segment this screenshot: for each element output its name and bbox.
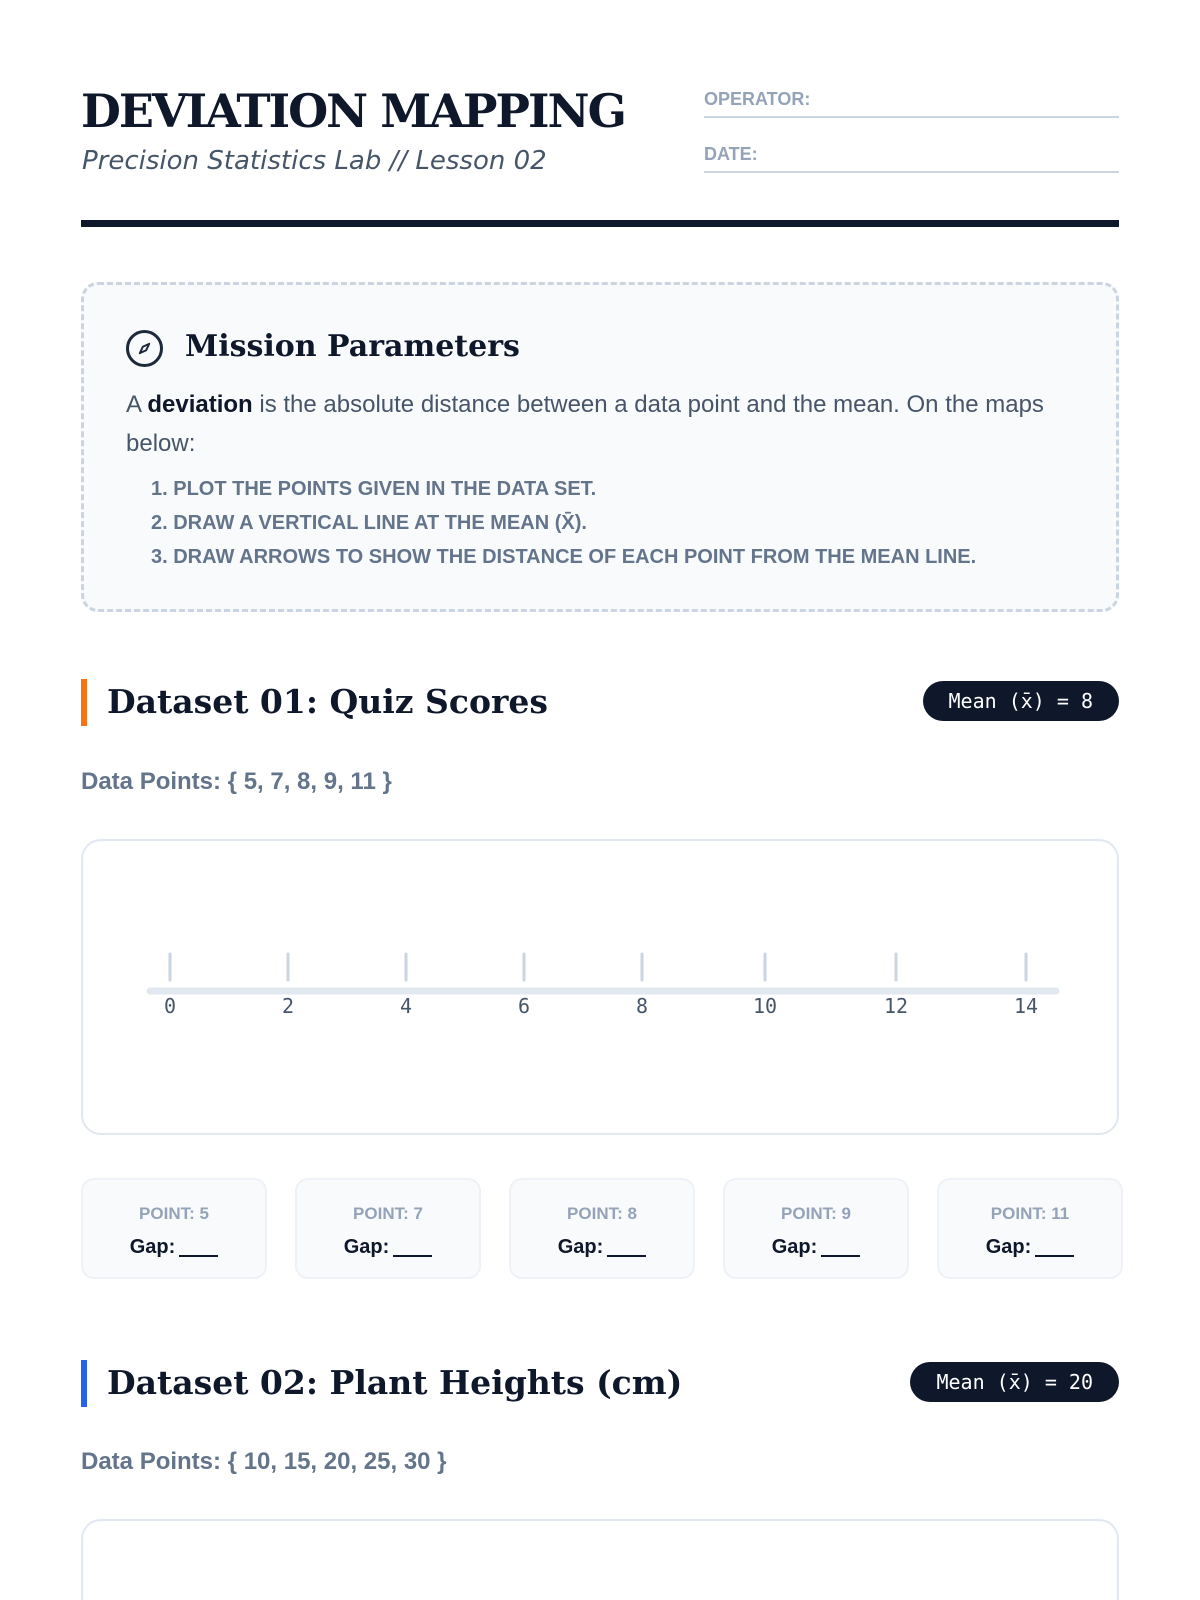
gap-point-label: POINT: 8 [567,1204,637,1223]
mission-intro-suffix: is the absolute distance between a data point and the mean. On the maps below: [126,391,1044,457]
header-divider [81,220,1119,227]
dataset-01-number-line[interactable] [83,841,1123,1135]
date-field[interactable] [704,142,1119,197]
gap-write-blank[interactable] [607,1255,646,1257]
mission-title: Mission Parameters [185,329,520,364]
mission-step: 1. PLOT THE POINTS GIVEN IN THE DATA SET. [151,478,597,500]
gap-label: Gap: [771,1236,818,1258]
dataset-01-mean-badge: Mean (x̄) = 8 [923,681,1120,721]
gap-point-label: POINT: 9 [781,1204,851,1223]
mission-steps-list [151,472,976,574]
dataset-02-data-points: Data Points: { 10, 15, 20, 25, 30 } [81,1448,447,1475]
page-title: DEVIATION MAPPING [81,84,625,138]
gap-card-point-11[interactable] [937,1178,1123,1279]
gap-point-label: POINT: 5 [139,1204,209,1223]
gap-write-blank[interactable] [393,1255,432,1257]
mission-step: 3. DRAW ARROWS TO SHOW THE DISTANCE OF EACH POINT FROM THE MEAN LINE. [151,546,977,568]
axis-tick-label-0: 0 [163,994,177,1018]
axis-tick-label-4: 4 [399,994,413,1018]
date-write-line[interactable] [704,171,1119,173]
axis-tick-label-14: 14 [1013,994,1039,1018]
date-label: DATE: [704,144,758,164]
axis-tick-label-8: 8 [635,994,649,1018]
gap-card-point-9[interactable] [723,1178,909,1279]
mission-description [126,385,1068,463]
dataset-02-number-line-card[interactable] [81,1519,1119,1600]
mission-parameters-panel [81,282,1119,612]
gap-label: Gap: [985,1236,1032,1258]
gap-point-label: POINT: 7 [353,1204,423,1223]
gap-write-blank[interactable] [821,1255,860,1257]
gap-label: Gap: [557,1236,604,1258]
deviation-term: deviation [147,391,253,418]
mission-intro-prefix: A [126,391,148,418]
gap-card-point-7[interactable] [295,1178,481,1279]
dataset-02-mean-badge: Mean (x̄) = 20 [910,1362,1119,1402]
page-subtitle: Precision Statistics Lab // Lesson 02 [82,146,547,176]
mission-step: 2. DRAW A VERTICAL LINE AT THE MEAN (X̄). [151,512,587,534]
operator-write-line[interactable] [704,116,1119,118]
dataset-02-title: Dataset 02: Plant Heights (cm) [107,1363,683,1402]
axis-tick-label-6: 6 [517,994,531,1018]
axis-tick-label-2: 2 [281,994,295,1018]
dataset-01-gap-cards [81,1178,1119,1279]
gap-label: Gap: [343,1236,390,1258]
gap-answer-line[interactable] [725,1234,907,1260]
gap-label: Gap: [129,1236,176,1258]
dataset-01-title: Dataset 01: Quiz Scores [107,682,548,721]
gap-write-blank[interactable] [1035,1255,1074,1257]
dataset-01-number-line-card[interactable] [81,839,1119,1135]
gap-answer-line[interactable] [939,1234,1121,1260]
dataset-01-data-points: Data Points: { 5, 7, 8, 9, 11 } [81,768,392,795]
operator-label: OPERATOR: [704,89,811,109]
axis-tick-label-12: 12 [883,994,909,1018]
dataset-02-accent-bar [81,1360,87,1407]
gap-card-point-8[interactable] [509,1178,695,1279]
worksheet-header [81,76,1119,226]
gap-answer-line[interactable] [83,1234,265,1260]
compass-icon [126,330,163,367]
gap-card-point-5[interactable] [81,1178,267,1279]
gap-answer-line[interactable] [297,1234,479,1260]
operator-field[interactable] [704,87,1119,142]
gap-write-blank[interactable] [179,1255,218,1257]
axis-tick-label-10: 10 [752,994,778,1018]
dataset-01-accent-bar [81,679,87,726]
worksheet-metadata [704,87,1119,197]
gap-point-label: POINT: 11 [990,1204,1070,1223]
gap-answer-line[interactable] [511,1234,693,1260]
